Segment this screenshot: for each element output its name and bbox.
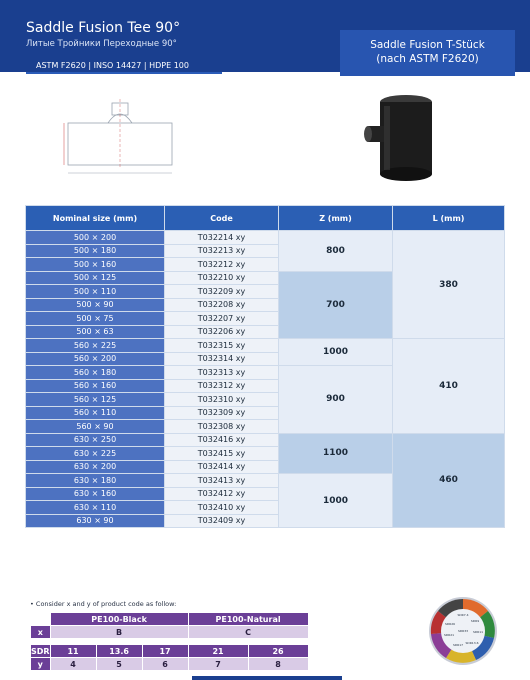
code-cell: T032213 xy	[165, 245, 278, 258]
nominal-size-cell: 630 × 90	[26, 515, 164, 528]
nominal-size-cell: 500 × 160	[26, 258, 164, 271]
x-natural-value: C	[188, 626, 308, 639]
wheel-label: SDR17	[452, 643, 464, 647]
nominal-size-cell: 630 × 200	[26, 461, 164, 474]
nominal-size-cell: 500 × 110	[26, 285, 164, 298]
nominal-size-cell: 500 × 75	[26, 312, 164, 325]
x-black-value: B	[50, 626, 188, 639]
code-cell: T032414 xy	[165, 461, 278, 474]
nominal-size-cell: 500 × 90	[26, 299, 164, 312]
spec-table	[25, 205, 505, 528]
code-cell: T032416 xy	[165, 434, 278, 447]
code-cell: T032214 xy	[165, 231, 278, 244]
nominal-size-cell: 560 × 90	[26, 420, 164, 433]
y-value: 6	[142, 658, 188, 671]
code-cell: T032314 xy	[165, 353, 278, 366]
nominal-size-cell: 500 × 180	[26, 245, 164, 258]
header-nominal-size: Nominal size (mm)	[26, 206, 164, 230]
german-title-line-2: (nach ASTM F2620)	[376, 53, 479, 65]
code-cell: T032208 xy	[165, 299, 278, 312]
product-code-note: • Consider x and y of product code as follow:	[30, 600, 177, 608]
nominal-size-cell: 500 × 125	[26, 272, 164, 285]
y-value: 5	[96, 658, 142, 671]
spec-table-body	[26, 231, 504, 527]
table-row	[26, 231, 504, 244]
z-cell: 1000	[279, 339, 392, 365]
wheel-label: SDR9	[470, 619, 480, 623]
y-label: y	[31, 658, 51, 671]
technical-drawing	[60, 95, 180, 180]
l-cell: 380	[393, 231, 504, 338]
nominal-size-cell: 500 × 200	[26, 231, 164, 244]
wheel-label: SDR33	[457, 629, 469, 633]
header-code: Code	[165, 206, 278, 230]
l-cell: 410	[393, 339, 504, 433]
footer-bar	[192, 676, 342, 680]
code-legend-table	[30, 612, 309, 671]
nominal-size-cell: 500 × 63	[26, 326, 164, 339]
nominal-size-cell: 560 × 160	[26, 380, 164, 393]
l-cell: 460	[393, 434, 504, 528]
code-cell: T032412 xy	[165, 488, 278, 501]
nominal-size-cell: 630 × 110	[26, 501, 164, 514]
code-cell: T032413 xy	[165, 474, 278, 487]
wheel-label: SDR11	[472, 630, 484, 634]
pe-black-label: PE100-Black	[50, 613, 188, 626]
wheel-label: SDR26	[444, 622, 456, 626]
table-row	[26, 339, 504, 352]
header-z: Z (mm)	[279, 206, 392, 230]
code-cell: T032210 xy	[165, 272, 278, 285]
code-cell: T032206 xy	[165, 326, 278, 339]
wheel-label: SDR13.6	[465, 641, 479, 645]
sdr-color-wheel	[428, 596, 498, 666]
nominal-size-cell: 560 × 125	[26, 393, 164, 406]
nominal-size-cell: 630 × 180	[26, 474, 164, 487]
z-cell: 1100	[279, 434, 392, 474]
product-image	[360, 92, 440, 182]
sdr-value: 11	[50, 645, 96, 658]
pe-natural-label: PE100-Natural	[188, 613, 308, 626]
standards-label: ASTM F2620 | INSO 14427 | HDPE 100	[26, 58, 222, 74]
code-cell: T032313 xy	[165, 366, 278, 379]
wheel-label: SDR7.4	[457, 613, 469, 617]
nominal-size-cell: 630 × 250	[26, 434, 164, 447]
nominal-size-cell: 630 × 225	[26, 447, 164, 460]
y-value: 7	[188, 658, 248, 671]
y-value: 4	[50, 658, 96, 671]
y-value: 8	[248, 658, 308, 671]
sdr-label: SDR	[31, 646, 50, 656]
code-cell: T032315 xy	[165, 339, 278, 352]
sdr-value: 13.6	[96, 645, 142, 658]
x-label: x	[31, 626, 51, 639]
wheel-label: SDR21	[443, 633, 455, 637]
code-cell: T032409 xy	[165, 515, 278, 528]
z-cell: 800	[279, 231, 392, 271]
z-cell: 900	[279, 366, 392, 433]
code-cell: T032310 xy	[165, 393, 278, 406]
z-cell: 700	[279, 272, 392, 339]
page-subtitle: Литые Тройники Переходные 90°	[26, 39, 177, 49]
code-cell: T032308 xy	[165, 420, 278, 433]
sdr-value: 21	[188, 645, 248, 658]
nominal-size-cell: 560 × 180	[26, 366, 164, 379]
code-cell: T032209 xy	[165, 285, 278, 298]
table-row	[26, 434, 504, 447]
nominal-size-cell: 560 × 200	[26, 353, 164, 366]
german-title-line-1: Saddle Fusion T-Stück	[370, 39, 485, 51]
code-cell: T032212 xy	[165, 258, 278, 271]
german-title-box	[340, 30, 515, 76]
sdr-value: 17	[142, 645, 188, 658]
code-cell: T032309 xy	[165, 407, 278, 420]
page-title: Saddle Fusion Tee 90°	[26, 20, 181, 36]
code-cell: T032410 xy	[165, 501, 278, 514]
code-cell: T032415 xy	[165, 447, 278, 460]
code-cell: T032207 xy	[165, 312, 278, 325]
nominal-size-cell: 630 × 160	[26, 488, 164, 501]
sdr-value: 26	[248, 645, 308, 658]
header-l: L (mm)	[393, 206, 504, 230]
nominal-size-cell: 560 × 110	[26, 407, 164, 420]
nominal-size-cell: 560 × 225	[26, 339, 164, 352]
code-cell: T032312 xy	[165, 380, 278, 393]
z-cell: 1000	[279, 474, 392, 527]
